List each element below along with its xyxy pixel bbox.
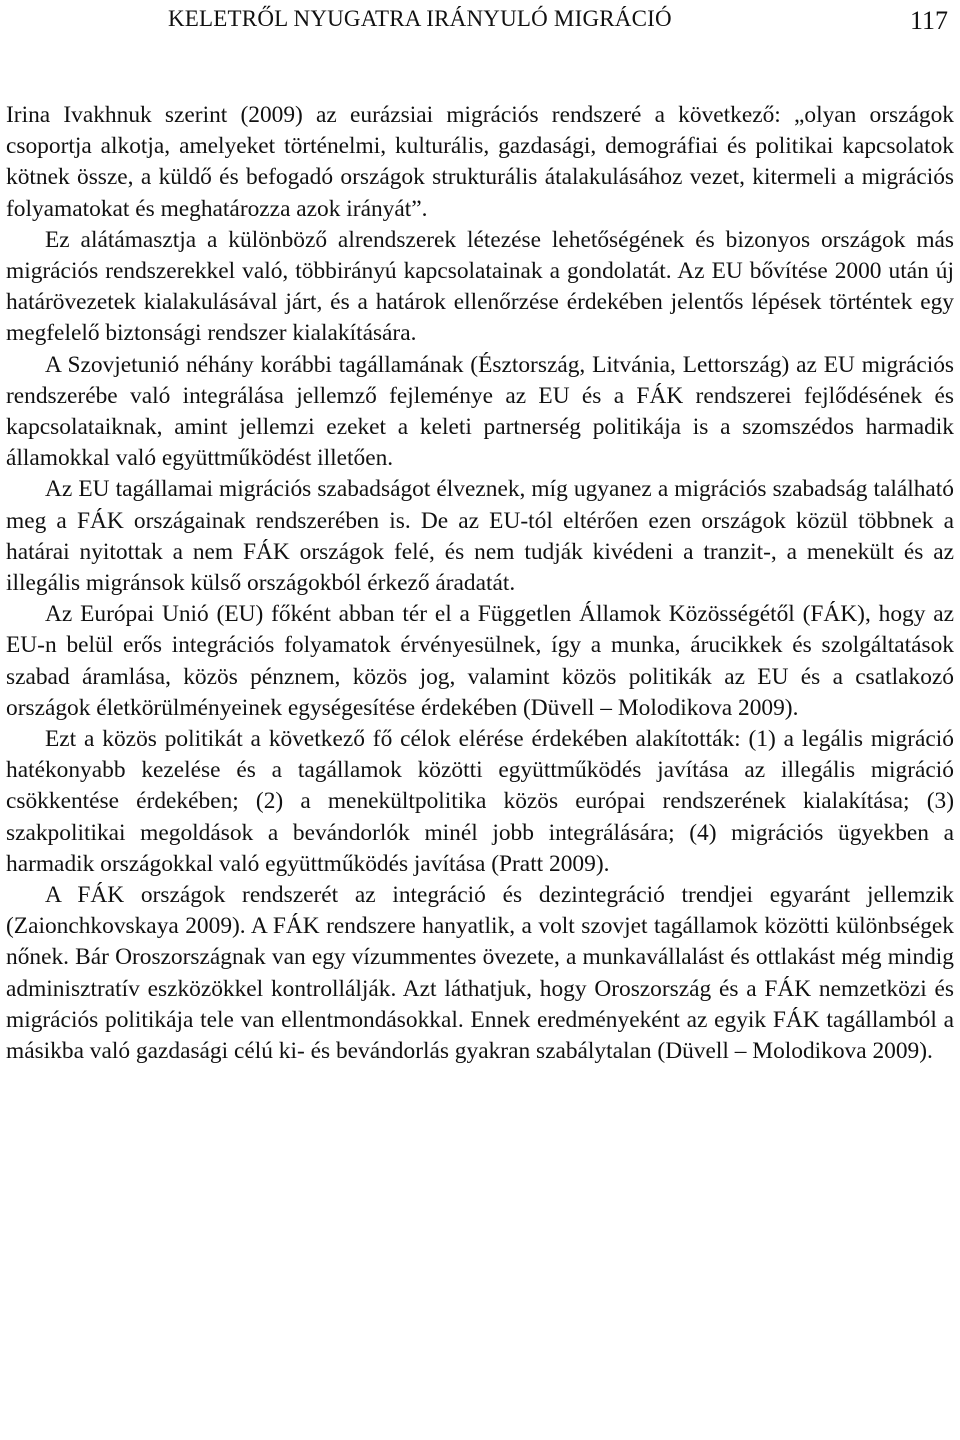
paragraph-6: Ezt a közös politikát a következő fő célok elérése érdekében alakították: (1) a legális migráció hatékonyabb kezelése és a tagállamok közötti együttműködés javítása az illegális migráció csökkentése érdekében; (2) a menekültpolitika közös európai rendszerének kialakítása; (3) szakpolitikai megoldások a bevándorlók minél jobb integrálására; (4) migrációs ügyekben a harmadik országokkal való együttműködés javítása (Pratt 2009). [6, 726, 954, 877]
paragraph-5: Az Európai Unió (EU) főként abban tér el a Független Államok Közösségétől (FÁK), hogy az EU-n belül erős integrációs folyamatok érvényesülnek, így a munka, árucikkek és szolgáltatások szabad áramlása, közös pénznem, közös jog, valamint közös politikák az EU és a csatlakozó országok életkörülményeinek egységesítése érdekében (Düvell – Molodikova 2009). [6, 601, 954, 721]
body-text [6, 100, 954, 1067]
paragraph-7: A FÁK országok rendszerét az integráció és dezintegráció trendjei egyaránt jellemzik (Zaionchkovskaya 2009). A FÁK rendszere hanyatlik, a volt szovjet tagállamok közötti különbségek nőnek. Bár Oroszországnak van egy vízummentes övezete, a munkavállalást és ottlakást még mindig adminisztratív eszközökkel kontrollálják. Azt láthatjuk, hogy Oroszország és a FÁK nemzetközi és migrációs politikája tele van ellentmondásokkal. Ennek eredményeként az egyik FÁK tagállamból a másikba való gazdasági célú ki- és bevándorlás gyakran szabálytalan (Düvell – Molodikova 2009). [6, 882, 954, 1065]
page-number: 117 [909, 6, 948, 35]
paragraph-1: Irina Ivakhnuk szerint (2009) az eurázsiai migrációs rendszeré a következő: „olyan országok csoportja alkotja, amelyeket történelmi, kulturális, gazdasági, demográfiai és politikai kapcsolatok kötnek össze, a küldő és befogadó országok strukturális átalakulásához vezet, kitermeli a migrációs folyamatokat és meghatározza azok irányát”. [6, 102, 954, 222]
paragraph-2: Ez alátámasztja a különböző alrendszerek létezése lehetőségének és bizonyos országok más migrációs rendszerekkel való, többirányú kapcsolatainak a gondolatát. Az EU bővítése 2000 után új határövezetek kialakulásával járt, és a határok ellenőrzése érdekében jelentős lépések történtek egy megfelelő biztonsági rendszer kialakítására. [6, 226, 954, 347]
running-title: KELETRŐL NYUGATRA IRÁNYULÓ MIGRÁCIÓ [168, 6, 672, 31]
paragraph-4: Az EU tagállamai migrációs szabadságot élveznek, míg ugyanez a migrációs szabadság található meg a FÁK országainak rendszerében is. De az EU-tól eltérően ezen országok közül többnek a határai nyitottak a nem FÁK országok felé, és nem tudják kivédeni a tranzit-, a menekült és az illegális migránsok külső országokból érkező áradatát. [6, 476, 954, 597]
paragraph-3: A Szovjetunió néhány korábbi tagállamának (Észtország, Litvánia, Lettország) az EU migrációs rendszerébe való integrálása jellemző fejleménye az EU és a FÁK rendszerei fejlődésének és kapcsolataiknak, amint jellemzi ezeket a keleti partnerség politikája is a szomszédos harmadik államokkal való együttműködést illetően. [6, 351, 954, 472]
